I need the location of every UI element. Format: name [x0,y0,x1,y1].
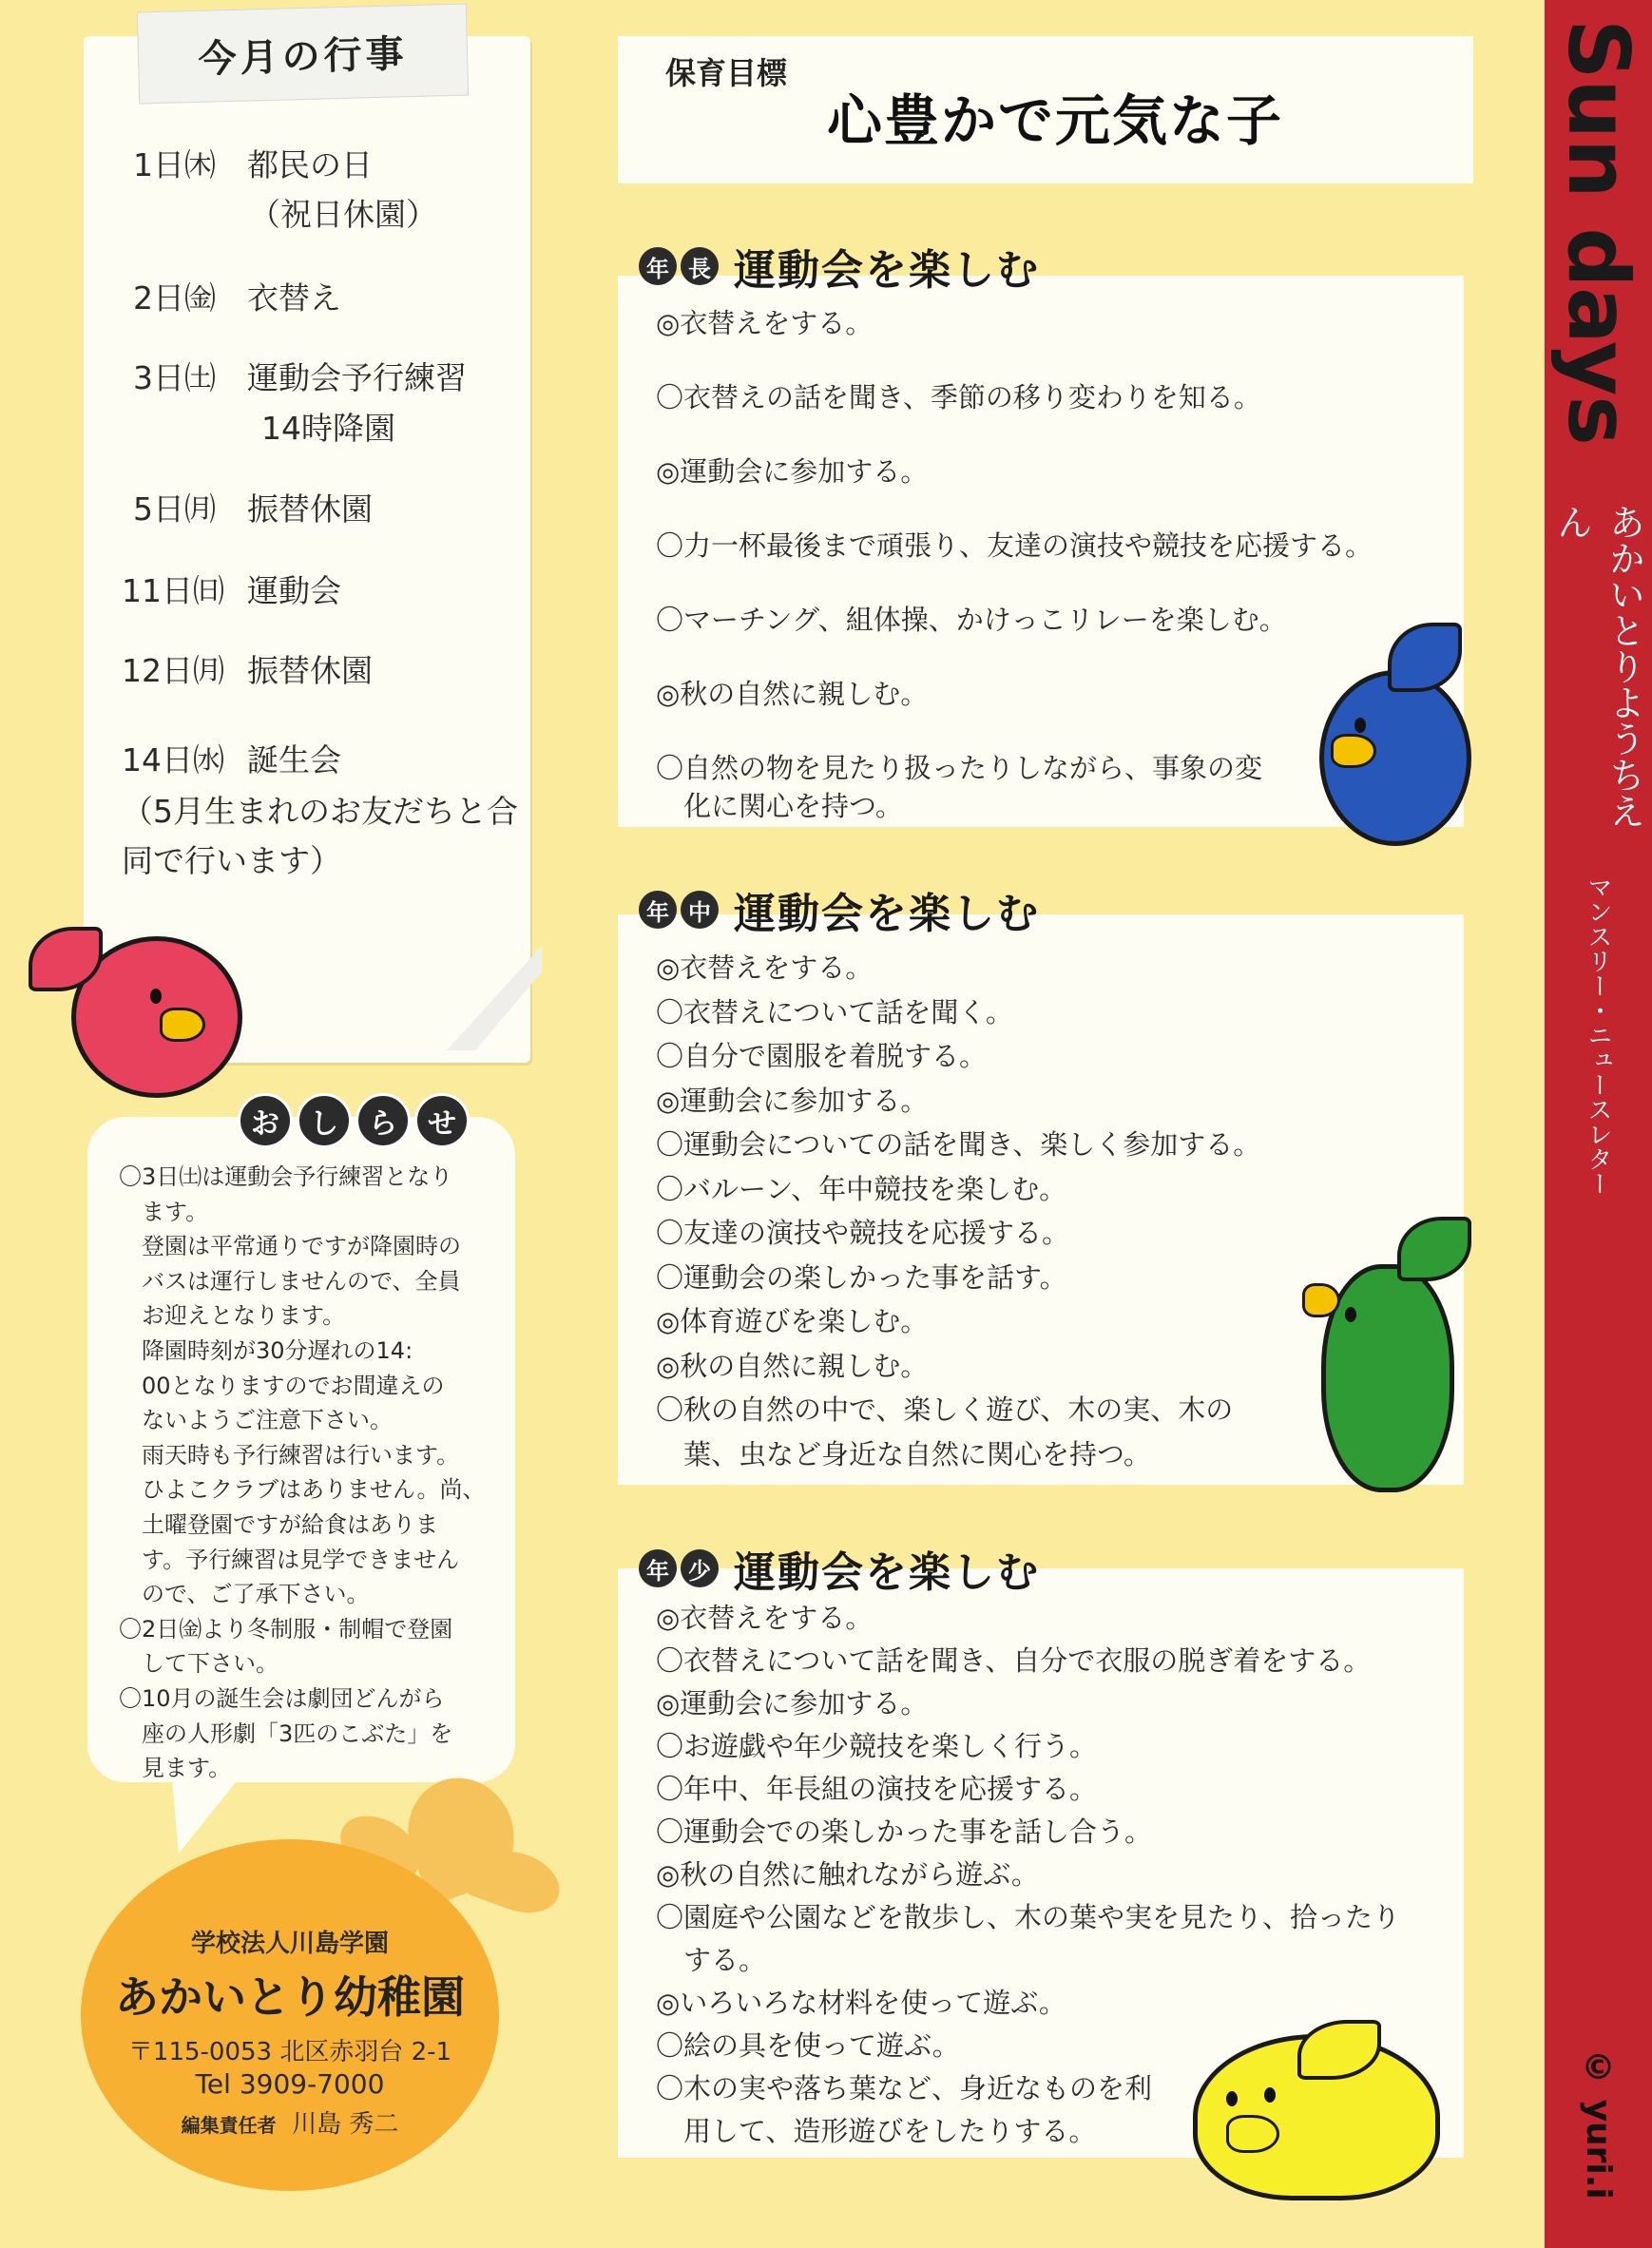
list-item: 〇運動会の楽しかった事を話す。 [656,1260,1067,1294]
grade-badge: 年 [639,1549,677,1587]
event-date: 5日㈪ [133,490,216,528]
school-name: あかいとり幼稚園 [115,1971,465,2023]
school-corp: 学校法人川島学園 [190,1930,389,1958]
list-item: 〇木の実や落ち葉など、身近なものを利 [656,2072,1153,2104]
list-item: 〇お遊戯や年少競技を楽しく行う。 [656,1730,1098,1762]
list-item: 〇年中、年長組の演技を応援する。 [656,1773,1098,1805]
event-row [133,485,373,534]
event-row [122,736,341,785]
events-title: 今月の行事 [137,3,469,104]
event-text: 振替休園 [247,490,373,528]
list-item: 葉、虫など身近な自然に関心を持つ。 [656,1437,1151,1470]
bird-beak [1331,734,1376,768]
list-item: ◎いろいろな材料を使って遊ぶ。 [656,1987,1066,2019]
event-date: 12日㈪ [122,652,224,689]
list-item: 〇衣替えについて話を聞く。 [656,995,1013,1028]
notice-title-char: せ [414,1093,470,1148]
event-note: （5月生まれのお友だちと合 [122,793,518,830]
notice-title-char: し [297,1093,352,1148]
section-title: 運動会を楽しむ [734,246,1040,295]
list-item: ◎衣替えをする。 [656,1602,874,1634]
goal-text: 心豊かで元気な子 [827,88,1284,153]
list-item: 〇力一杯最後まで頑張り、友達の演技や競技を応援する。 [656,529,1373,562]
kindergarten-label: あかいとりようちえん [1550,504,1645,829]
event-sub: （祝日休園） [249,196,437,233]
bird-beak [160,1008,205,1042]
credit: © yuri.i [1579,2048,1618,2200]
event-text: 都民の日 [247,146,373,183]
section-heading [639,879,1040,940]
section-title: 運動会を楽しむ [734,890,1040,938]
list-item: 〇マーチング、組体操、かけっこリレーを楽しむ。 [656,604,1287,636]
bird-eye [1345,1307,1356,1322]
section-title: 運動会を楽しむ [734,1548,1040,1597]
event-row [133,274,341,323]
list-item: 〇衣替えについて話を聞き、自分で衣服の脱ぎ着をする。 [656,1644,1372,1677]
event-date: 11日㈰ [122,572,224,609]
bird-beak [1302,1283,1340,1317]
event-text: 誕生会 [247,741,341,778]
list-item: 〇秋の自然の中で、楽しく遊び、木の実、木の [656,1393,1234,1426]
notice-text: 〇3日㈯は運動会予行練習となり ます。 登園は平常通りですが降園時の バスは運行しませんので、全員 お迎えとなります。 降園時刻が30分遅れの14: 00となりますのでお間違えの ないようご注意下さい。 雨天時も予行練習は行います。 ひよこクラブはありません。尚、 土曜登園ですが給食はありま す。予行練習は見学できません ので、ご了承下さい。 〇2日㈮より冬制服・制帽で登園 して下さい。 〇10月の誕生会は劇団どんがら 座の人形劇「3匹のこぶた」を 見ます。 [119,1163,486,1782]
list-item: ◎体育遊びを楽しむ。 [656,1305,929,1337]
event-row [133,141,373,190]
bird-eye [1264,2087,1276,2103]
list-item: ◎運動会に参加する。 [656,1687,929,1720]
event-text: 運動会 [247,572,341,609]
editor-name: 川島 秀二 [292,2110,399,2139]
notice-title-char: ら [355,1093,411,1148]
list-item: 〇自然の物を見たり扱ったりしながら、事象の変 [656,752,1263,784]
section-items [656,302,1373,823]
list-item: 用して、造形遊びをしたりする。 [656,2115,1097,2147]
list-item: ◎運動会に参加する。 [656,455,929,488]
event-note: 同で行います） [122,842,341,879]
list-item: 〇自分で園服を着脱する。 [656,1040,988,1072]
bird-eye [1354,718,1366,733]
notice-title-char: お [238,1093,293,1148]
list-item: 〇運動会についての話を聞き、楽しく参加する。 [656,1128,1261,1161]
section-items [656,946,1260,1476]
bird-beak [1226,2115,1279,2153]
list-item: 〇衣替えの話を聞き、季節の移り変わりを知る。 [656,381,1261,413]
list-item: ◎運動会に参加する。 [656,1084,929,1117]
grade-badge: 年 [639,247,677,285]
event-text: 衣替え [247,279,341,317]
event-text: 振替休園 [247,652,373,689]
list-item: ◎衣替えをする。 [656,307,874,339]
event-row [122,646,373,696]
section-heading [639,1538,1040,1599]
list-item: ◎秋の自然に親しむ。 [656,678,929,710]
event-row [133,354,467,403]
event-date: 2日㈮ [133,279,216,317]
bird-eye [150,989,162,1004]
list-item: 〇園庭や公園などを散歩し、木の葉や実を見たり、拾ったり [656,1901,1401,1933]
event-date: 3日㈯ [133,359,216,396]
event-text: 運動会予行練習 [247,359,467,396]
list-item: 〇絵の具を使って遊ぶ。 [656,2029,960,2062]
list-item: 〇運動会での楽しかった事を話し合う。 [656,1816,1153,1848]
list-item: する。 [656,1944,767,1976]
school-tel: Tel 3909-7000 [195,2068,385,2100]
grade-badge: 少 [681,1549,719,1587]
school-address: 〒115-0053 北区赤羽台 2-1 [127,2038,452,2066]
section-heading [639,236,1040,297]
bird-eye [1226,2091,1238,2106]
grade-badge: 年 [639,891,677,929]
list-item: ◎秋の自然に触れながら遊ぶ。 [656,1858,1039,1891]
school-editor [81,2104,499,2140]
green-bird-illustration [1321,1264,1454,1492]
goal-label: 保育目標 [665,55,788,91]
notice-title [238,1093,470,1150]
list-item: ◎衣替えをする。 [656,951,874,984]
editor-label: 編集責任者 [181,2114,277,2137]
event-date: 14日㈬ [122,741,224,778]
grade-badge: 中 [681,891,719,929]
list-item: 〇友達の演技や競技を応援する。 [656,1217,1070,1249]
grade-badge: 長 [681,247,719,285]
list-item: 化に関心を持つ。 [656,790,903,822]
list-item: ◎秋の自然に親しむ。 [656,1349,929,1382]
event-row [122,567,341,616]
newsletter-subtitle: マンスリー・ニュースレター [1584,874,1612,1196]
event-date: 1日㈭ [133,146,216,183]
event-sub: 14時降園 [261,410,395,447]
brand-title: Sun days [1549,19,1647,446]
list-item: 〇バルーン、年中競技を楽しむ。 [656,1172,1067,1205]
